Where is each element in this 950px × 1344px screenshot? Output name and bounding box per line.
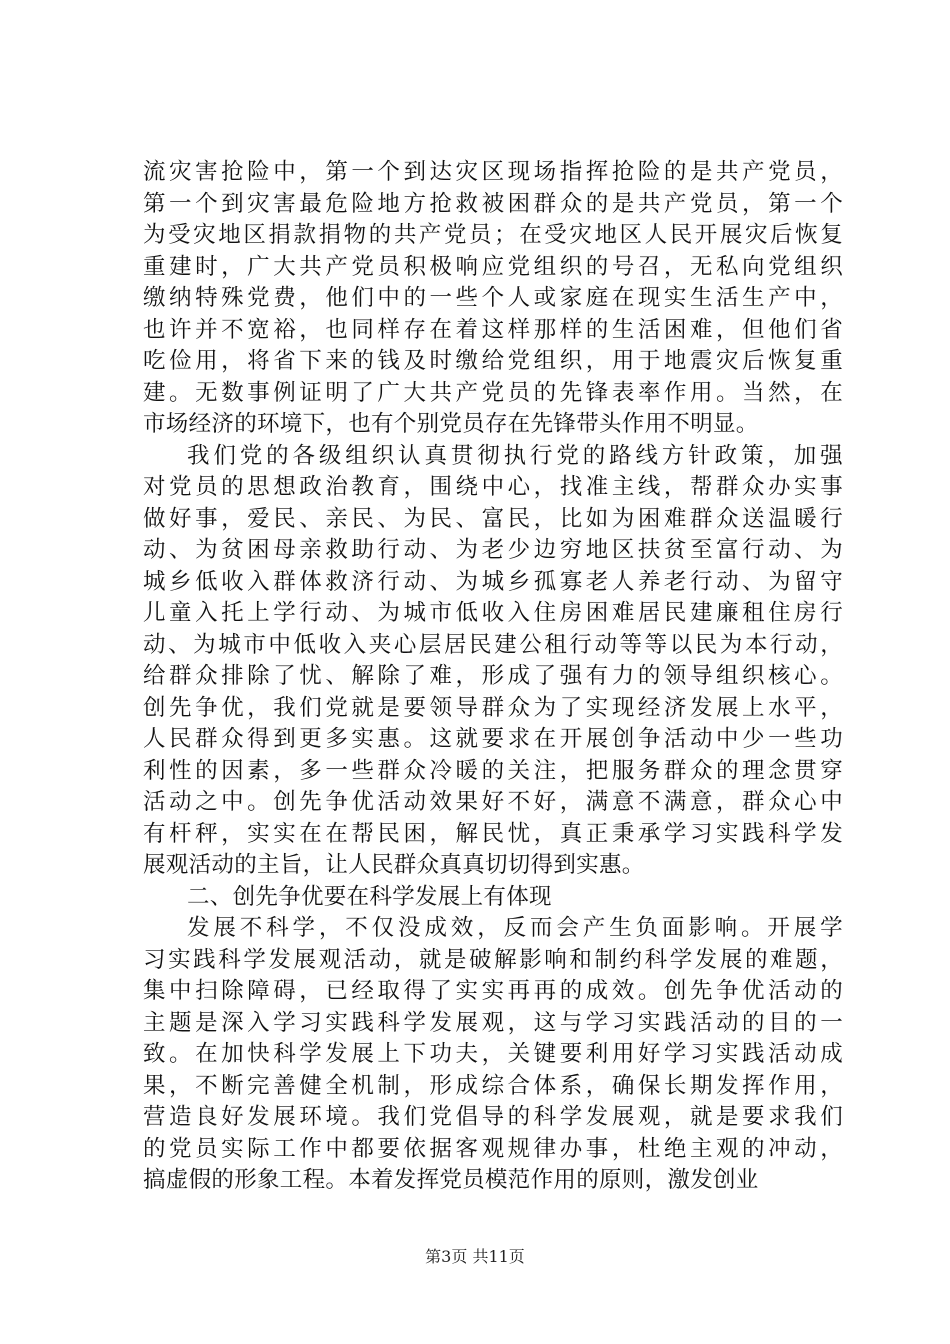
text-line: 给群众排除了忧、解除了难，形成了强有力的领导组织核心。: [143, 663, 843, 689]
text-line: 有杆秤，实实在在帮民困，解民忧，真正秉承学习实践科学发: [143, 820, 843, 847]
text-line: 发展不科学，不仅没成效，反而会产生负面影响。开展学: [187, 915, 843, 941]
text-line: 也许并不宽裕，也同样存在着这样那样的生活困难，但他们省: [143, 316, 843, 343]
text-line: 儿童入托上学行动、为城市低收入住房困难居民建廉租住房行: [143, 600, 843, 626]
text-line: 创先争优，我们党就是要领导群众为了实现经济发展上水平，: [143, 694, 843, 721]
text-line: 为受灾地区捐款捐物的共产党员；在受灾地区人民开展灾后恢复: [143, 222, 843, 248]
page-footer: [0, 1244, 950, 1267]
text-line: 人民群众得到更多实惠。这就要求在开展创争活动中少一些功: [143, 726, 843, 752]
text-line: 吃俭用，将省下来的钱及时缴给党组织，用于地震灾后恢复重: [143, 348, 843, 374]
text-line: 我们党的各级组织认真贯彻执行党的路线方针政策，加强: [187, 442, 843, 469]
text-line: 展观活动的主旨，让人民群众真真切切得到实惠。: [143, 852, 645, 878]
text-line: 主题是深入学习实践科学发展观，这与学习实践活动的目的一: [143, 1009, 843, 1036]
text-line: 做好事，爱民、亲民、为民、富民，比如为困难群众送温暖行: [143, 505, 843, 532]
text-line: 第一个到灾害最危险地方抢救被困群众的是共产党员，第一个: [143, 190, 843, 217]
text-line: 致。在加快科学发展上下功夫，关键要利用好学习实践活动成: [143, 1041, 843, 1067]
text-line: 习实践科学发展观活动，就是破解影响和制约科学发展的难题，: [143, 946, 843, 973]
text-line: 缴纳特殊党费，他们中的一些个人或家庭在现实生活生产中，: [143, 285, 843, 311]
paragraph: [143, 441, 843, 882]
text-line: 市场经济的环境下，也有个别党员存在先锋带头作用不明显。: [143, 411, 759, 437]
page-number-label: 第3页 共11页: [425, 1247, 525, 1266]
text-line: 集中扫除障碍，已经取得了实实再再的成效。创先争优活动的: [143, 978, 843, 1004]
text-line: 对党员的思想政治教育，围绕中心，找准主线，帮群众办实事: [143, 474, 843, 500]
text-line: 的党员实际工作中都要依据客观规律办事，杜绝主观的冲动，: [143, 1135, 843, 1162]
paragraph: [143, 913, 843, 1197]
text-line: 建。无数事例证明了广大共产党员的先锋表率作用。当然，在: [143, 379, 843, 406]
document-body: [143, 157, 843, 1197]
text-line: 城乡低收入群体救济行动、为城乡孤寡老人养老行动、为留守: [143, 568, 843, 595]
text-line: 利性的因素，多一些群众冷暖的关注，把服务群众的理念贯穿: [143, 757, 843, 784]
text-line: 营造良好发展环境。我们党倡导的科学发展观，就是要求我们: [143, 1104, 843, 1130]
section-heading: [143, 882, 843, 914]
section-heading-text: 二、创先争优要在科学发展上有体现: [187, 883, 552, 910]
text-line: 搞虚假的形象工程。本着发挥党员模范作用的原则，激发创业: [143, 1167, 759, 1193]
text-line: 动、为贫困母亲救助行动、为老少边穷地区扶贫至富行动、为: [143, 537, 843, 563]
text-line: 重建时，广大共产党员积极响应党组织的号召，无私向党组织: [143, 253, 843, 280]
text-line: 果，不断完善健全机制，形成综合体系，确保长期发挥作用，: [143, 1072, 843, 1099]
paragraph: [143, 157, 843, 441]
text-line: 动、为城市中低收入夹心层居民建公租行动等等以民为本行动，: [143, 631, 843, 658]
text-line: 活动之中。创先争优活动效果好不好，满意不满意，群众心中: [143, 789, 843, 815]
text-line: 流灾害抢险中，第一个到达灾区现场指挥抢险的是共产党员，: [143, 159, 843, 185]
